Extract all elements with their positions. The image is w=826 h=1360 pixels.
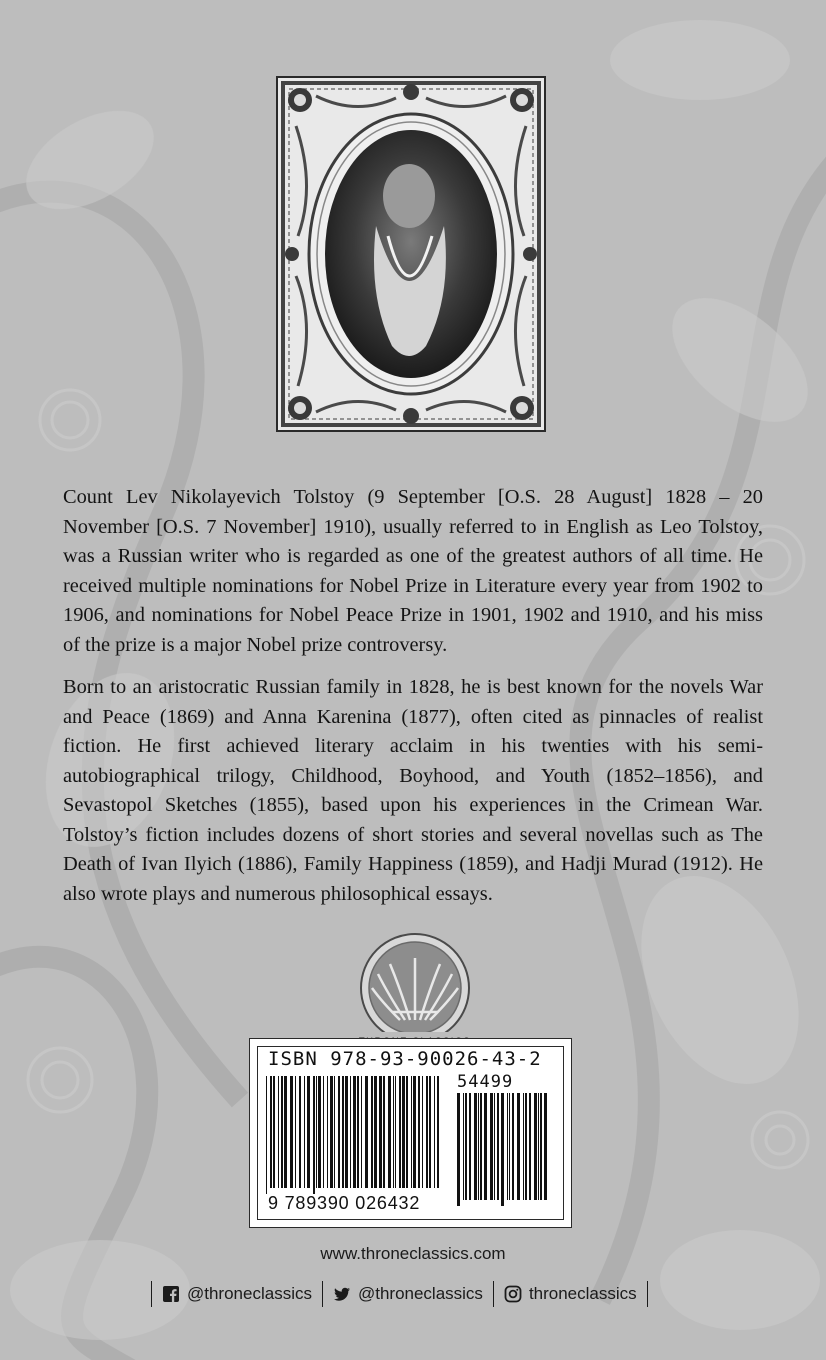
barcode-bar (429, 1076, 431, 1188)
barcode-bar (497, 1093, 499, 1200)
barcode-bar (281, 1076, 283, 1188)
isbn-barcode (249, 1038, 572, 1228)
barcode-bar (357, 1076, 359, 1188)
twitter-icon (333, 1285, 351, 1303)
twitter-link[interactable] (323, 1284, 493, 1304)
barcode-bar (388, 1076, 391, 1188)
barcode-bar (338, 1076, 340, 1188)
barcode-bar (334, 1076, 335, 1188)
barcode-bar (402, 1076, 405, 1188)
barcode-bar (517, 1093, 520, 1200)
social-links (151, 1278, 648, 1310)
barcode-bar (457, 1093, 460, 1206)
barcode-bar (474, 1093, 477, 1200)
barcode-bar (290, 1076, 293, 1188)
barcode-bar (512, 1093, 514, 1200)
barcode-bar (418, 1076, 420, 1188)
barcode-bar (501, 1093, 504, 1206)
barcode-bar (393, 1076, 394, 1188)
barcode-bar (478, 1093, 479, 1200)
barcode-bar (284, 1076, 287, 1188)
barcode-bar (434, 1076, 435, 1188)
bio-paragraph-2: Born to an aristocratic Russian family in 1828, he is best known for the novels War and Peace (1869) and Anna Karenina (1877), often cited as pinnacles of realist fiction. He first achieved literary acclaim in his twenties with his semi-autobiographical trilogy, Childhood, Boyhood, and Youth (1852–1856), and Sevastopol Sketches (1855), based upon his experiences in the Crimean War. Tolstoy’s fiction includes dozens of short stories and several novellas such as The Death of Ivan Ilyich (1886), Family Happiness (1859), and Hadji Murad (1912). He also wrote plays and numerous philosophical essays. (63, 676, 763, 905)
facebook-link[interactable] (152, 1284, 322, 1304)
website-link[interactable]: www.throneclassics.com (320, 1244, 506, 1263)
barcode-bar (399, 1076, 401, 1188)
barcode-bar (490, 1093, 493, 1200)
barcode-bar (278, 1076, 279, 1188)
barcode-bar (330, 1076, 333, 1188)
barcode-bar (299, 1076, 301, 1188)
barcode-bar (534, 1093, 537, 1200)
barcode-bar (509, 1093, 510, 1200)
barcode-bar (342, 1076, 344, 1188)
barcode-bar (538, 1093, 539, 1200)
barcode-bar (371, 1076, 373, 1188)
barcode-bar (465, 1093, 467, 1200)
portrait-frame (276, 76, 546, 432)
barcode-bar (273, 1076, 275, 1188)
barcode-bar (323, 1076, 324, 1188)
instagram-handle: throneclassics (528, 1284, 637, 1303)
facebook-handle: @throneclassics (187, 1284, 312, 1303)
isbn-label: ISBN 978-93-90026-43-2 (268, 1048, 542, 1070)
barcode-bar (525, 1093, 527, 1200)
barcode-bar (304, 1076, 305, 1188)
barcode-bar (426, 1076, 428, 1188)
addon-barcode-bars (457, 1093, 547, 1206)
barcode-bar (295, 1076, 296, 1188)
barcode-bar (484, 1093, 487, 1200)
barcode-bar (480, 1093, 482, 1200)
barcode-bar (544, 1093, 547, 1200)
barcode-bar (270, 1076, 272, 1188)
bio-paragraph-1: Count Lev Nikolayevich Tolstoy (9 September [O.S. 28 August] 1828 – 20 November [O.S. 7 November] 1910), usually referred to in English as Leo Tolstoy, was a Russian writer who is regarded as one of the greatest authors of all time. He received multiple nominations for Nobel Prize in Literature every year from 1902 to 1906, and nominations for Nobel Peace Prize in 1901, 1902 and 1910, and his miss of the prize is a major Nobel prize controversy. (63, 486, 763, 656)
barcode-bar (469, 1093, 471, 1200)
barcode-bar (395, 1076, 396, 1188)
barcode-bar (422, 1076, 423, 1188)
barcode-bar (316, 1076, 317, 1188)
barcode-bar (365, 1076, 368, 1188)
barcode-bar (318, 1076, 321, 1188)
barcode-bar (379, 1076, 382, 1188)
barcode-bars (266, 1076, 440, 1194)
barcode-bar (437, 1076, 439, 1188)
twitter-handle: @throneclassics (357, 1284, 483, 1303)
barcode-bar (353, 1076, 356, 1188)
barcode-bar (350, 1076, 351, 1188)
barcode-digits: 9 789390 026432 (268, 1193, 421, 1213)
barcode-bar (345, 1076, 348, 1188)
barcode-bar (383, 1076, 385, 1188)
barcode-bar (523, 1093, 524, 1200)
barcode-bar (307, 1076, 310, 1188)
barcode-bar (413, 1076, 416, 1188)
barcode-bar (327, 1076, 328, 1188)
barcode-bar (540, 1093, 542, 1200)
barcode-bar (266, 1076, 267, 1194)
barcode-bar (529, 1093, 531, 1200)
barcode-bar (494, 1093, 495, 1200)
barcode-bar (507, 1093, 508, 1200)
price-addon: 54499 (457, 1072, 514, 1092)
instagram-link[interactable] (494, 1284, 647, 1304)
barcode-bar (361, 1076, 362, 1188)
barcode-bar (463, 1093, 464, 1200)
barcode-bar (313, 1076, 315, 1194)
facebook-icon (162, 1285, 180, 1303)
barcode-bar (406, 1076, 408, 1188)
barcode-bar (374, 1076, 377, 1188)
throne-classics-logo (352, 928, 478, 1048)
instagram-icon (504, 1285, 522, 1303)
barcode-bar (411, 1076, 412, 1188)
